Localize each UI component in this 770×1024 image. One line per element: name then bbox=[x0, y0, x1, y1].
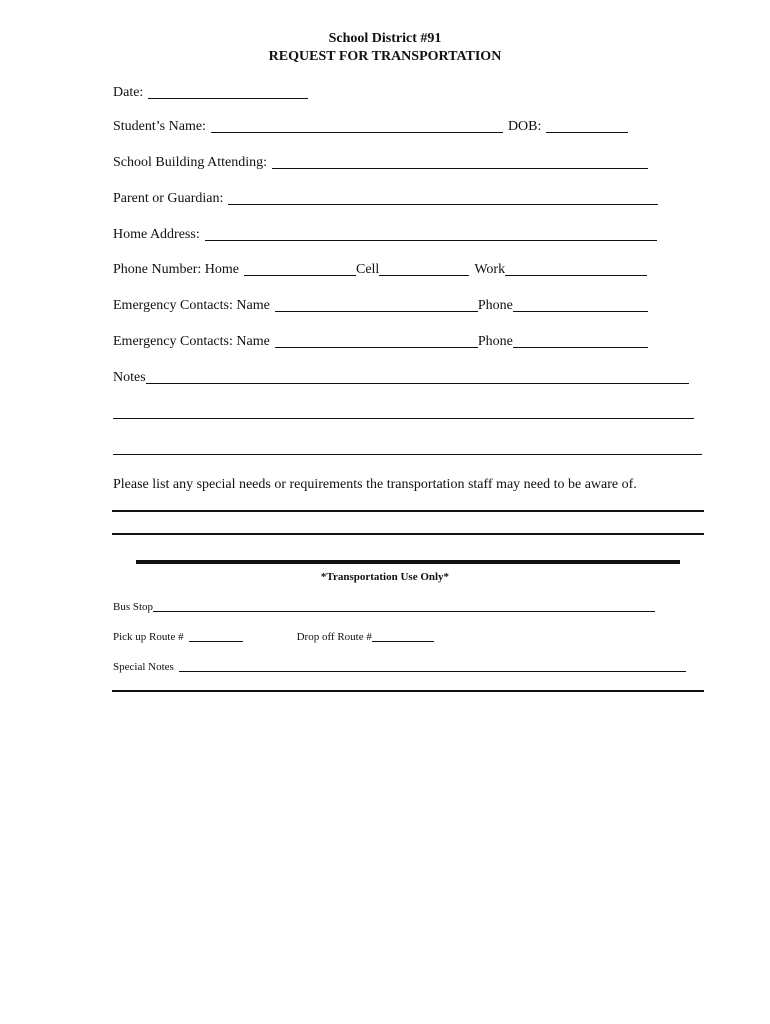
emergency-name-field-2[interactable] bbox=[275, 333, 478, 348]
address-row bbox=[113, 226, 657, 244]
student-name-field[interactable] bbox=[211, 118, 503, 133]
emergency-phone-field-2[interactable] bbox=[513, 333, 648, 348]
special-notes-row bbox=[113, 660, 686, 674]
phone-cell-field[interactable] bbox=[379, 261, 469, 276]
pickup-route-label: Pick up Route # bbox=[113, 631, 184, 643]
emergency-row-2 bbox=[113, 333, 648, 351]
emergency-phone-field-1[interactable] bbox=[513, 297, 648, 312]
section-divider bbox=[136, 560, 680, 564]
emergency-name-label-1: Emergency Contacts: Name bbox=[113, 298, 270, 313]
school-label: School Building Attending: bbox=[113, 155, 268, 170]
dob-field[interactable] bbox=[546, 118, 628, 133]
form-title: REQUEST FOR TRANSPORTATION bbox=[268, 49, 502, 64]
student-row bbox=[113, 118, 628, 136]
date-field[interactable] bbox=[148, 84, 308, 99]
phone-home-label: Phone Number: Home bbox=[113, 262, 239, 277]
notes-row bbox=[113, 369, 689, 387]
phone-row bbox=[113, 261, 647, 279]
dob-label: DOB: bbox=[507, 119, 542, 134]
special-needs-text: Please list any special needs or requirements the transportation staff may need to be aware of. bbox=[113, 477, 637, 492]
address-field[interactable] bbox=[205, 226, 657, 241]
district-title: School District #91 bbox=[328, 31, 442, 46]
pickup-route-field[interactable] bbox=[189, 630, 243, 642]
bus-stop-field[interactable] bbox=[153, 600, 655, 612]
emergency-name-label-2: Emergency Contacts: Name bbox=[113, 334, 270, 349]
route-row bbox=[113, 630, 434, 644]
emergency-name-field-1[interactable] bbox=[275, 297, 478, 312]
parent-label: Parent or Guardian: bbox=[113, 191, 224, 206]
notes-field-1[interactable] bbox=[146, 369, 689, 384]
special-notes-label: Special Notes bbox=[113, 661, 174, 673]
special-needs-line-2[interactable] bbox=[112, 533, 704, 535]
notes-field-2[interactable] bbox=[113, 418, 694, 419]
bus-stop-row bbox=[113, 600, 655, 614]
bus-stop-label: Bus Stop bbox=[113, 601, 154, 613]
date-label: Date: bbox=[113, 85, 144, 100]
notes-field-3[interactable] bbox=[113, 454, 702, 455]
dropoff-route-field[interactable] bbox=[372, 630, 434, 642]
emergency-phone-label-2: Phone bbox=[477, 334, 513, 349]
phone-cell-label: Cell bbox=[355, 262, 380, 277]
school-row bbox=[113, 154, 648, 172]
special-needs-row bbox=[113, 476, 637, 494]
emergency-row-1 bbox=[113, 297, 648, 315]
parent-row bbox=[113, 190, 658, 208]
date-row bbox=[113, 84, 308, 102]
parent-field[interactable] bbox=[228, 190, 658, 205]
office-use-heading: *Transportation Use Only* bbox=[320, 571, 450, 583]
bottom-rule bbox=[112, 690, 704, 692]
dropoff-route-label: Drop off Route # bbox=[296, 631, 372, 643]
special-notes-field[interactable] bbox=[179, 660, 686, 672]
phone-work-label: Work bbox=[474, 262, 506, 277]
emergency-phone-label-1: Phone bbox=[477, 298, 513, 313]
phone-home-field[interactable] bbox=[244, 261, 356, 276]
notes-label: Notes bbox=[113, 370, 146, 385]
special-needs-line-1[interactable] bbox=[112, 510, 704, 512]
student-name-label: Student’s Name: bbox=[113, 119, 206, 134]
school-field[interactable] bbox=[272, 154, 648, 169]
phone-work-field[interactable] bbox=[505, 261, 647, 276]
address-label: Home Address: bbox=[113, 227, 200, 242]
